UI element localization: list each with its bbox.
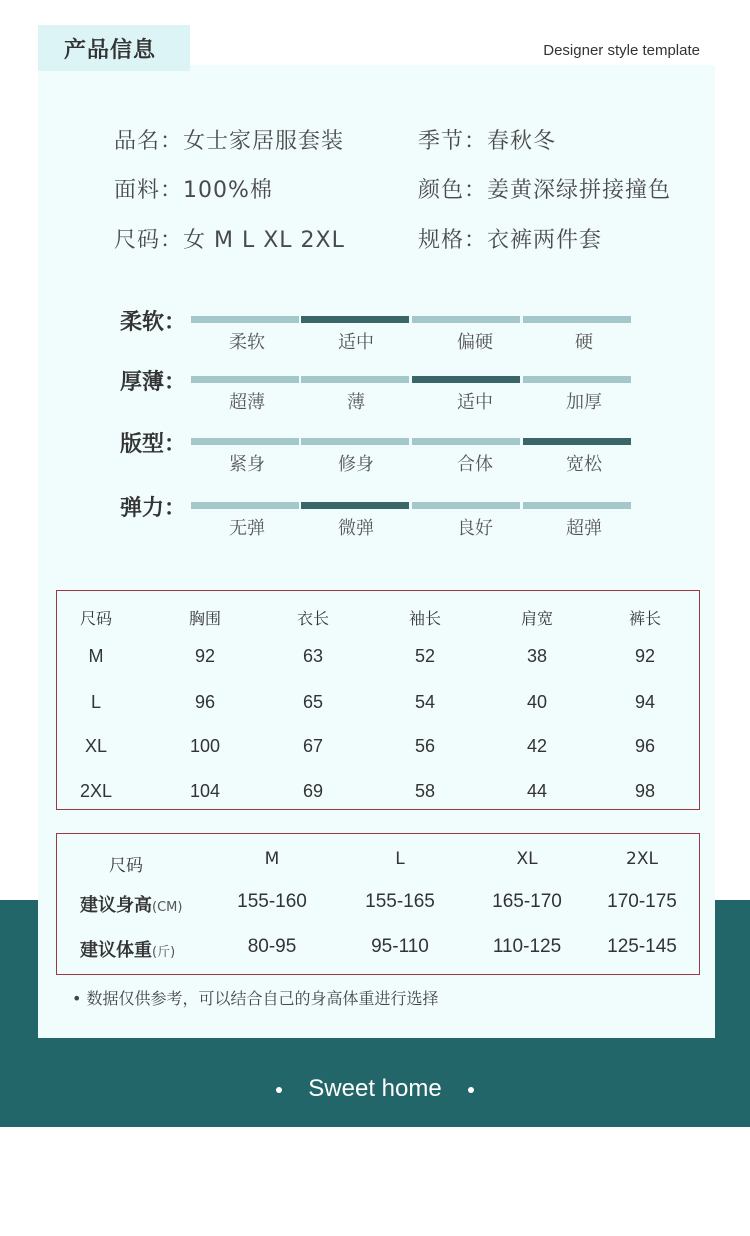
size-table-cell: 69 bbox=[302, 781, 324, 801]
attribute-label: 弹力： bbox=[120, 496, 187, 521]
scale-option-label: 适中 bbox=[457, 392, 493, 413]
recommend-row-label bbox=[80, 891, 182, 917]
recommend-table-cell: 170-175 bbox=[607, 891, 677, 912]
scale-segment bbox=[191, 438, 299, 445]
scale-segment bbox=[301, 502, 409, 509]
info-spec: 规格：衣裤两件套 bbox=[418, 228, 603, 253]
size-table-cell: 96 bbox=[634, 736, 656, 756]
dot-right bbox=[468, 1087, 474, 1093]
recommend-table-cell: 95-110 bbox=[371, 936, 429, 957]
size-table-cell: 65 bbox=[302, 692, 324, 712]
recommend-table-header: M bbox=[264, 849, 280, 869]
size-table-cell: 100 bbox=[189, 736, 221, 756]
recommend-table-cell: 165-170 bbox=[492, 891, 562, 912]
size-table-cell: L bbox=[90, 692, 101, 712]
size-table-cell: 44 bbox=[526, 781, 548, 801]
info-size: 尺码：女 M L XL 2XL bbox=[114, 228, 345, 253]
scale-segment bbox=[301, 376, 409, 383]
scale-option-label: 偏硬 bbox=[457, 332, 493, 353]
scale-option-label: 超薄 bbox=[229, 392, 265, 413]
scale-option-label: 紧身 bbox=[229, 454, 265, 475]
size-table-cell: 104 bbox=[189, 781, 221, 801]
size-table-header: 裤长 bbox=[628, 609, 661, 628]
size-table-cell: XL bbox=[84, 736, 108, 756]
recommend-row-unit: (斤) bbox=[152, 945, 176, 960]
scale-option-label: 加厚 bbox=[566, 392, 602, 413]
size-table-cell: M bbox=[88, 646, 104, 666]
size-table-cell: 52 bbox=[414, 646, 436, 666]
size-table-cell: 67 bbox=[302, 736, 324, 756]
recommend-row-unit: (CM) bbox=[152, 900, 183, 915]
size-table-cell: 98 bbox=[634, 781, 656, 801]
scale-option-label: 修身 bbox=[338, 454, 374, 475]
size-table-header: 尺码 bbox=[79, 609, 112, 628]
scale-segment bbox=[523, 376, 631, 383]
footer-text-row bbox=[0, 1075, 750, 1103]
recommend-table-header: L bbox=[395, 849, 405, 869]
scale-segment bbox=[523, 438, 631, 445]
recommend-table-header: XL bbox=[516, 849, 538, 869]
size-table-header: 胸围 bbox=[188, 609, 221, 628]
scale-segment bbox=[301, 316, 409, 323]
scale-option-label: 良好 bbox=[457, 518, 493, 539]
size-table-cell: 38 bbox=[526, 646, 548, 666]
size-table-header: 肩宽 bbox=[520, 609, 553, 628]
scale-option-label: 超弹 bbox=[566, 518, 602, 539]
scale-option-label: 无弹 bbox=[229, 518, 265, 539]
info-name: 品名：女士家居服套装 bbox=[114, 129, 345, 154]
recommend-table-cell: 155-165 bbox=[365, 891, 435, 912]
scale-segment bbox=[191, 502, 299, 509]
scale-segment bbox=[412, 376, 520, 383]
scale-segment bbox=[191, 316, 299, 323]
size-table-cell: 56 bbox=[414, 736, 436, 756]
recommend-row-label-text: 建议体重 bbox=[80, 940, 152, 961]
size-table-header: 衣长 bbox=[296, 609, 329, 628]
scale-segment bbox=[412, 502, 520, 509]
attribute-label: 柔软： bbox=[120, 310, 187, 335]
scale-option-label: 宽松 bbox=[566, 454, 602, 475]
recommend-row-label-text: 建议身高 bbox=[80, 895, 152, 916]
recommend-table-cell: 155-160 bbox=[237, 891, 307, 912]
designer-subtitle: Designer style template bbox=[543, 42, 700, 59]
scale-segment bbox=[412, 316, 520, 323]
scale-segment bbox=[523, 502, 631, 509]
recommend-row-label bbox=[80, 936, 175, 962]
scale-option-label: 适中 bbox=[338, 332, 374, 353]
scale-segment bbox=[412, 438, 520, 445]
scale-option-label: 微弹 bbox=[338, 518, 374, 539]
size-table-cell: 92 bbox=[194, 646, 216, 666]
size-table-cell: 96 bbox=[194, 692, 216, 712]
attribute-label: 厚薄： bbox=[120, 370, 187, 395]
size-table-header: 袖长 bbox=[408, 609, 441, 628]
recommend-table-cell: 125-145 bbox=[607, 936, 677, 957]
scale-segment bbox=[301, 438, 409, 445]
attribute-label: 版型： bbox=[120, 432, 187, 457]
size-table-cell: 42 bbox=[526, 736, 548, 756]
scale-option-label: 合体 bbox=[457, 454, 493, 475]
scale-option-label: 硬 bbox=[575, 332, 593, 353]
recommend-table-header: 尺码 bbox=[109, 856, 143, 876]
footer-text: Sweet home bbox=[308, 1075, 442, 1102]
size-table-cell: 40 bbox=[526, 692, 548, 712]
size-table-cell: 54 bbox=[414, 692, 436, 712]
recommend-table-header: 2XL bbox=[626, 849, 658, 869]
scale-segment bbox=[523, 316, 631, 323]
section-title: 产品信息 bbox=[64, 38, 157, 63]
info-season: 季节：春秋冬 bbox=[418, 129, 557, 154]
reference-note: • 数据仅供参考，可以结合自己的身高体重进行选择 bbox=[72, 989, 439, 1008]
dot-left bbox=[276, 1087, 282, 1093]
scale-option-label: 薄 bbox=[347, 392, 365, 413]
size-table-cell: 58 bbox=[414, 781, 436, 801]
info-fabric: 面料：100%棉 bbox=[114, 178, 273, 203]
scale-segment bbox=[191, 376, 299, 383]
size-table-cell: 2XL bbox=[79, 781, 113, 801]
size-table-cell: 92 bbox=[634, 646, 656, 666]
size-table-cell: 94 bbox=[634, 692, 656, 712]
recommend-table-cell: 110-125 bbox=[492, 936, 562, 957]
scale-option-label: 柔软 bbox=[229, 332, 265, 353]
info-color: 颜色：姜黄深绿拼接撞色 bbox=[418, 178, 672, 203]
recommend-table-cell: 80-95 bbox=[247, 936, 297, 957]
size-table-cell: 63 bbox=[302, 646, 324, 666]
